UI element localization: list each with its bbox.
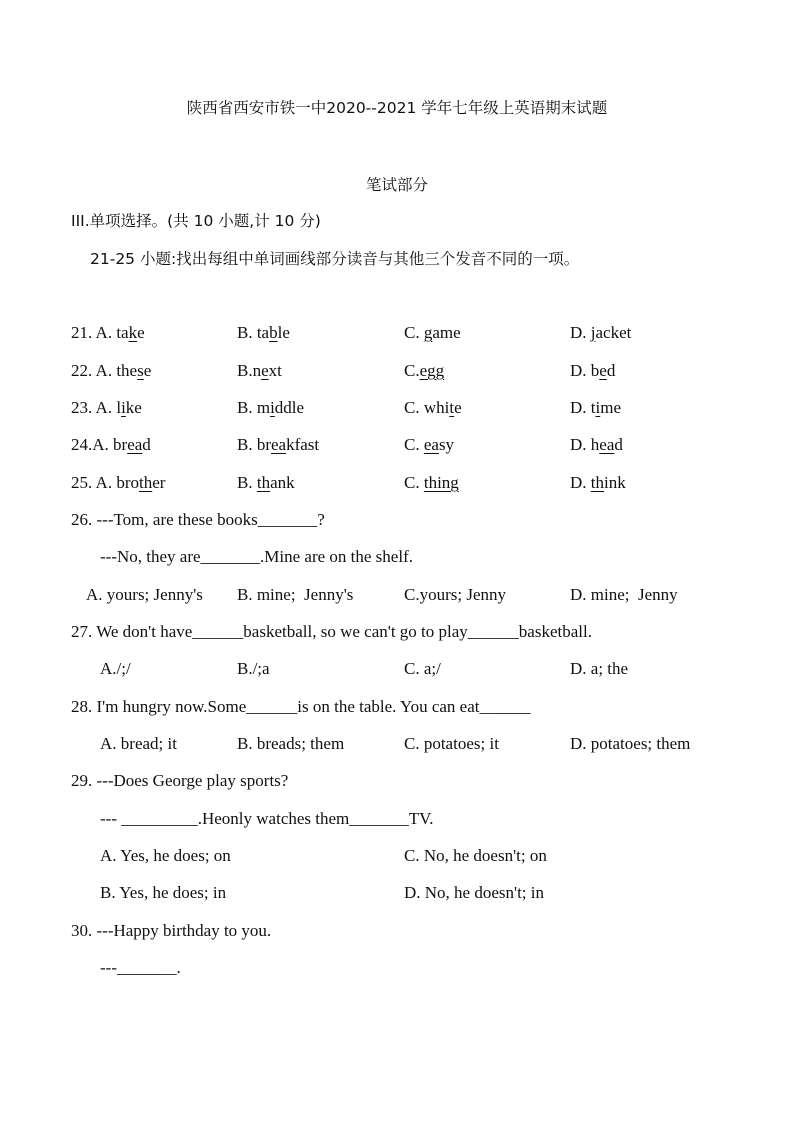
option-29-a: A. Yes, he does; on xyxy=(100,846,231,865)
section-heading: III.单项选择。(共 10 小题,计 10 分) xyxy=(71,212,321,230)
option-29-b: B. Yes, he does; in xyxy=(100,883,227,902)
option-25-d: D. think xyxy=(570,473,626,492)
option-21-a: 21. A. take xyxy=(71,323,145,342)
option-23-b: B. middle xyxy=(237,398,305,417)
option-24-a: 24.A. bread xyxy=(71,435,151,454)
question-29-line2: --- _________.Heonly watches them_______TV. xyxy=(100,809,434,828)
question-30-stem: 30. ---Happy birthday to you. xyxy=(71,921,272,940)
option-23-d: D. time xyxy=(570,398,622,417)
option-27-c: C. a;/ xyxy=(404,659,441,678)
option-27-d: D. a; the xyxy=(570,659,629,678)
option-24-b: B. breakfast xyxy=(237,435,320,454)
option-25-c: C. thing xyxy=(404,473,459,492)
option-21-d: D. jacket xyxy=(570,323,632,342)
option-26-b: B. mine; Jenny's xyxy=(237,585,354,604)
option-22-c: C.egg xyxy=(404,361,445,380)
question-30-line2: ---_______. xyxy=(100,958,181,977)
option-25-b: B. thank xyxy=(237,473,295,492)
question-28-stem: 28. I'm hungry now.Some______is on the table. You can eat______ xyxy=(71,697,531,716)
question-27-stem: 27. We don't have______basketball, so we can't go to play______basketball. xyxy=(71,622,592,641)
option-28-d: D. potatoes; them xyxy=(570,734,691,753)
option-29-d: D. No, he doesn't; in xyxy=(404,883,544,902)
page-subtitle: 笔试部分 xyxy=(365,176,428,194)
option-21-b: B. table xyxy=(237,323,290,342)
option-28-b: B. breads; them xyxy=(237,734,345,753)
option-24-c: C. easy xyxy=(404,435,455,454)
option-27-a: A./;/ xyxy=(100,659,131,678)
option-24-d: D. head xyxy=(570,435,623,454)
option-26-c: C.yours; Jenny xyxy=(404,585,506,604)
option-26-d: D. mine; Jenny xyxy=(570,585,678,604)
option-28-a: A. bread; it xyxy=(100,734,177,753)
option-21-c: C. game xyxy=(404,323,461,342)
question-26-stem: 26. ---Tom, are these books_______? xyxy=(71,510,325,529)
option-25-a: 25. A. brother xyxy=(71,473,166,492)
option-22-a: 22. A. these xyxy=(71,361,152,380)
option-26-a: A. yours; Jenny's xyxy=(86,585,203,604)
instruction-text: 21-25 小题:找出每组中单词画线部分读音与其他三个发音不同的一项。 xyxy=(90,250,580,268)
option-22-b: B.next xyxy=(237,361,282,380)
question-26-line2: ---No, they are_______.Mine are on the shelf. xyxy=(100,547,413,566)
option-29-c: C. No, he doesn't; on xyxy=(404,846,547,865)
question-29-stem: 29. ---Does George play sports? xyxy=(71,771,289,790)
page-title: 陕西省西安市铁一中2020--2021 学年七年级上英语期末试题 xyxy=(186,99,608,117)
option-22-d: D. bed xyxy=(570,361,616,380)
option-23-c: C. white xyxy=(404,398,462,417)
option-27-b: B./;a xyxy=(237,659,270,678)
option-23-a: 23. A. like xyxy=(71,398,142,417)
option-28-c: C. potatoes; it xyxy=(404,734,499,753)
